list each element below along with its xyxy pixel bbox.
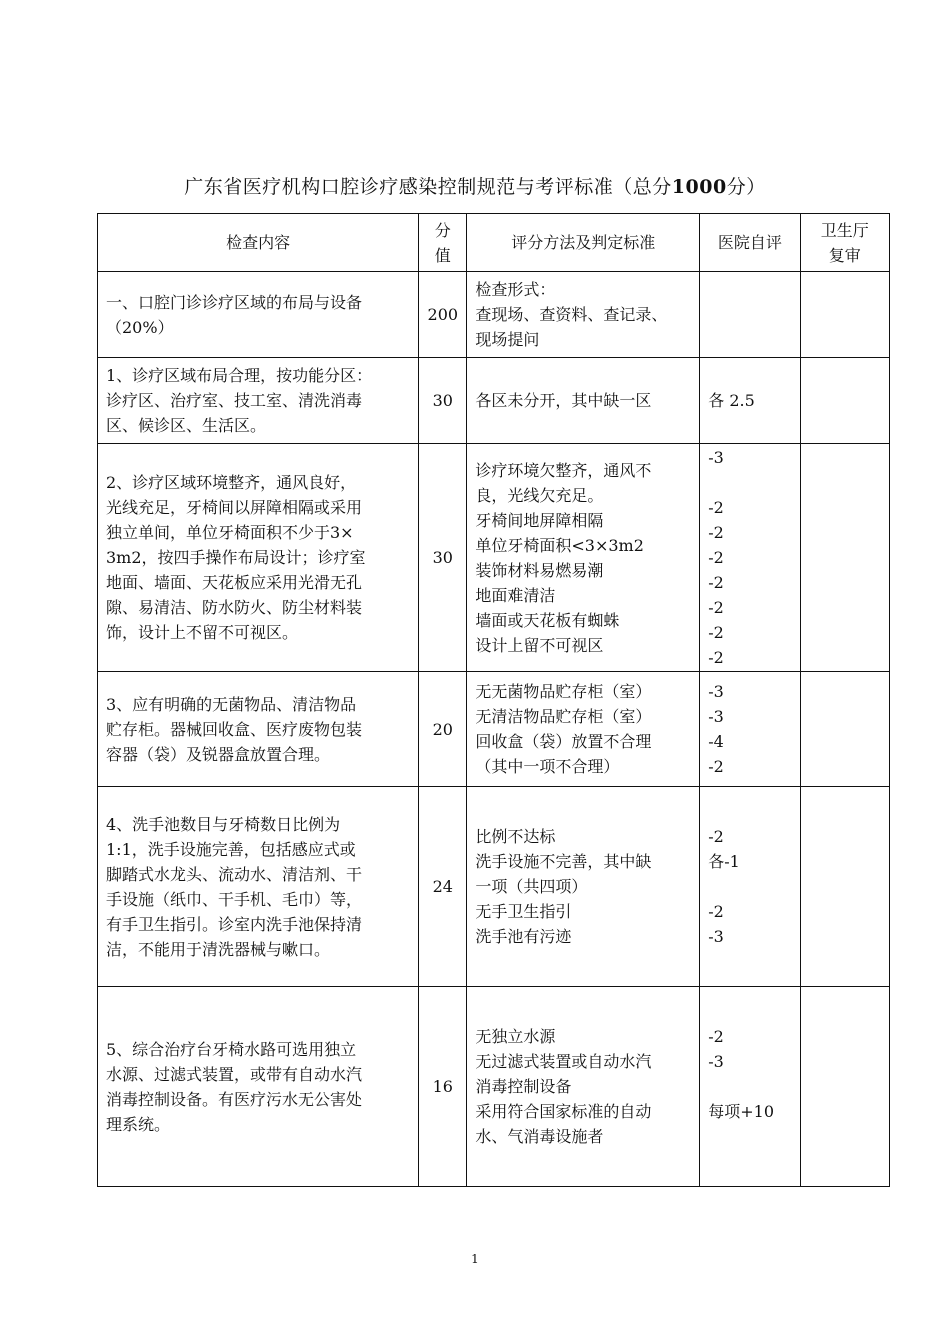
table-row — [98, 672, 890, 787]
table-body — [98, 272, 890, 1187]
cell-score: 20 — [419, 672, 467, 787]
header-content: 检查内容 — [98, 214, 419, 272]
cell-method: 比例不达标 洗手设施不完善，其中缺 一项（共四项） 无手卫生指引 洗手池有污迹 — [467, 787, 700, 987]
cell-method: 检查形式： 查现场、查资料、查记录、 现场提问 — [467, 272, 700, 358]
cell-method: 各区未分开，其中缺一区 — [467, 358, 700, 444]
cell-self-eval: 各 2.5 — [700, 358, 800, 444]
header-self-eval: 医院自评 — [700, 214, 800, 272]
cell-review — [800, 272, 889, 358]
cell-method: 诊疗环境欠整齐，通风不 良，光线欠充足。 牙椅间地屏障相隔 单位牙椅面积<3×3m2 装饰材料易燃易潮 地面难清洁 墙面或天花板有蜘蛛 设计上留不可视区 — [467, 444, 700, 672]
cell-review — [800, 358, 889, 444]
page-number: 1 — [471, 1252, 479, 1266]
cell-review — [800, 672, 889, 787]
header-review: 卫生厅 复审 — [800, 214, 889, 272]
cell-review — [800, 444, 889, 672]
cell-score: 24 — [419, 787, 467, 987]
cell-method: 无独立水源 无过滤式装置或自动水汽 消毒控制设备 采用符合国家标准的自动 水、气消毒设施者 — [467, 987, 700, 1187]
cell-score: 30 — [419, 358, 467, 444]
table-row — [98, 272, 890, 358]
cell-self-eval — [700, 272, 800, 358]
evaluation-table — [97, 213, 890, 1187]
header-score: 分 值 — [419, 214, 467, 272]
cell-score: 16 — [419, 987, 467, 1187]
cell-review — [800, 987, 889, 1187]
cell-content: 3、应有明确的无菌物品、清洁物品 贮存柜。器械回收盒、医疗废物包装 容器（袋）及锐器盒放置合理。 — [98, 672, 419, 787]
table-header-row — [98, 214, 890, 272]
cell-content: 4、洗手池数目与牙椅数日比例为 1:1，洗手设施完善，包括感应式或 脚踏式水龙头、流动水、清洁剂、干 手设施（纸巾、干手机、毛巾）等， 有手卫生指引。诊室内洗手池保持清 洁，不能用于清洗器械与嗽口。 — [98, 787, 419, 987]
cell-content: 一、口腔门诊诊疗区域的布局与设备 （20%） — [98, 272, 419, 358]
cell-score: 200 — [419, 272, 467, 358]
cell-self-eval: -2 各-1 -2 -3 — [700, 787, 800, 987]
cell-score: 30 — [419, 444, 467, 672]
cell-content: 1、诊疗区域布局合理，按功能分区： 诊疗区、治疗室、技工室、清洗消毒 区、候诊区、生活区。 — [98, 358, 419, 444]
cell-self-eval: -2 -3 每项+10 — [700, 987, 800, 1187]
cell-content: 2、诊疗区域环境整齐，通风良好， 光线充足，牙椅间以屏障相隔或采用 独立单间，单位牙椅面积不少于3× 3m2，按四手操作布局设计；诊疗室 地面、墙面、天花板应采用光滑无孔 隙、易清洁、防水防火、防尘材料装 饰，设计上不留不可视区。 — [98, 444, 419, 672]
table-row — [98, 987, 890, 1187]
table-row — [98, 787, 890, 987]
title-total-score: 1000 — [671, 176, 727, 198]
cell-self-eval: -3 -3 -4 -2 — [700, 672, 800, 787]
cell-self-eval: -3 -2 -2 -2 -2 -2 -2 -2 — [700, 444, 800, 672]
header-method: 评分方法及判定标准 — [467, 214, 700, 272]
cell-method: 无无菌物品贮存柜（室） 无清洁物品贮存柜（室） 回收盒（袋）放置不合理 （其中一项不合理） — [467, 672, 700, 787]
page-title: 广东省医疗机构口腔诊疗感染控制规范与考评标准（总分1000分） — [184, 176, 766, 198]
table-row — [98, 444, 890, 672]
table-row — [98, 358, 890, 444]
cell-content: 5、综合治疗台牙椅水路可选用独立 水源、过滤式装置，或带有自动水汽 消毒控制设备。有医疗污水无公害处 理系统。 — [98, 987, 419, 1187]
cell-review — [800, 787, 889, 987]
